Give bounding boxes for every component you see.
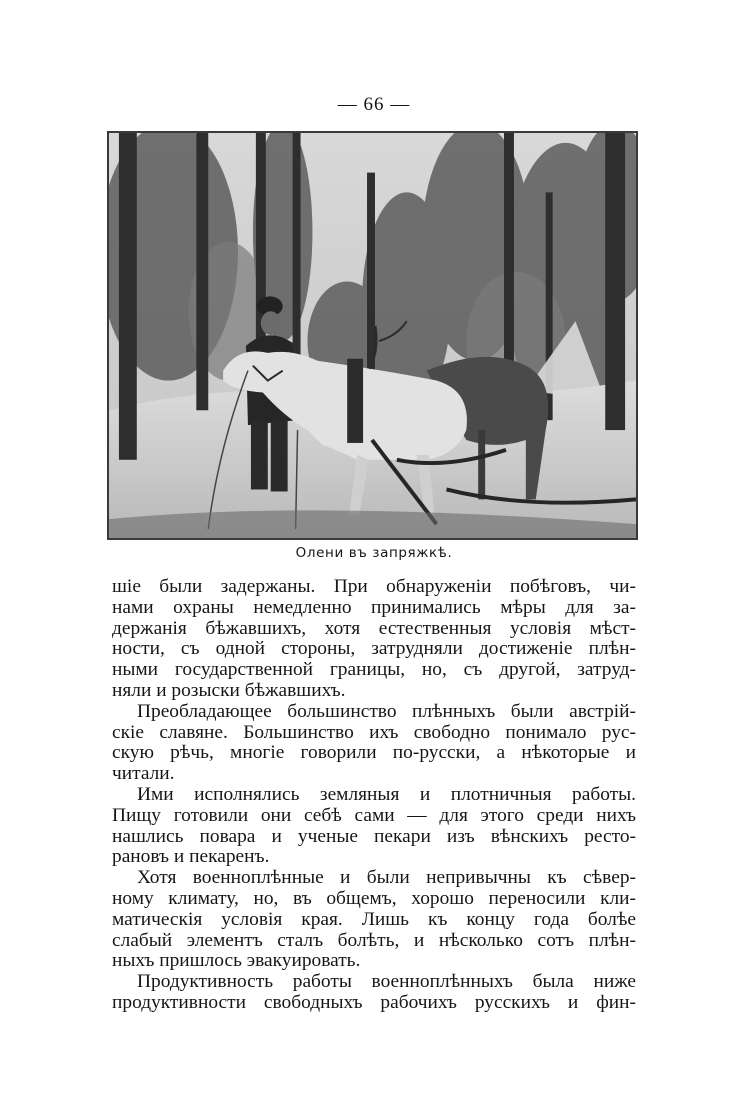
- text-line: Ими исполнялись земляныя и плотничныя работы.: [137, 783, 636, 805]
- photo-caption: Олени въ запряжкѣ.: [295, 545, 453, 561]
- text-line: ныхъ пришлось эвакуировать.: [112, 950, 361, 972]
- text-line: шіе были задержаны. При обнаруженіи побѣговъ, чи-: [112, 576, 636, 597]
- body-text: [112, 577, 636, 1014]
- text-line: рановъ и пекаренъ.: [112, 846, 270, 868]
- page-number: — 66 —: [337, 94, 411, 115]
- text-line: держанія бѣжавшихъ, хотя естественныя условія мѣст-: [112, 617, 636, 639]
- text-line: няли и розыски бѣжавшихъ.: [112, 679, 346, 701]
- text-line: ному климату, но, въ общемъ, хорошо переносили кли-: [112, 887, 636, 909]
- text-line: скіе славяне. Большинство ихъ свободно понимало рус-: [112, 721, 636, 743]
- text-line: Хотя военноплѣнные и были непривычны къ сѣвер-: [137, 867, 636, 889]
- text-line: скую рѣчь, многіе говорили по-русски, а нѣкоторые и: [112, 742, 636, 764]
- text-line: нами охраны немедленно принимались мѣры для за-: [112, 596, 636, 618]
- reindeer-sled-photo: [107, 131, 638, 540]
- text-line: слабый элементъ сталъ болѣть, и нѣсколько сотъ плѣн-: [112, 929, 636, 951]
- text-line: Преобладающее большинство плѣнныхъ были австрій-: [137, 700, 636, 722]
- text-line: ности, съ одной стороны, затрудняли достиженіе плѣн-: [112, 638, 636, 660]
- text-line: читали.: [112, 763, 175, 785]
- text-line: Продуктивность работы военноплѣнныхъ была ниже: [137, 971, 636, 993]
- text-line: ными государственной границы, но, съ другой, затруд-: [112, 659, 636, 681]
- text-line: продуктивности свободныхъ рабочихъ русскихъ и фин-: [112, 991, 636, 1013]
- photo-illustration: [109, 133, 636, 538]
- text-line: матическія условія края. Лишь къ концу года болѣе: [112, 908, 636, 930]
- text-line: нашлись повара и ученые пекари изъ вѣнскихъ ресто-: [112, 825, 636, 847]
- text-line: Пищу готовили они себѣ сами — для этого среди нихъ: [112, 804, 636, 826]
